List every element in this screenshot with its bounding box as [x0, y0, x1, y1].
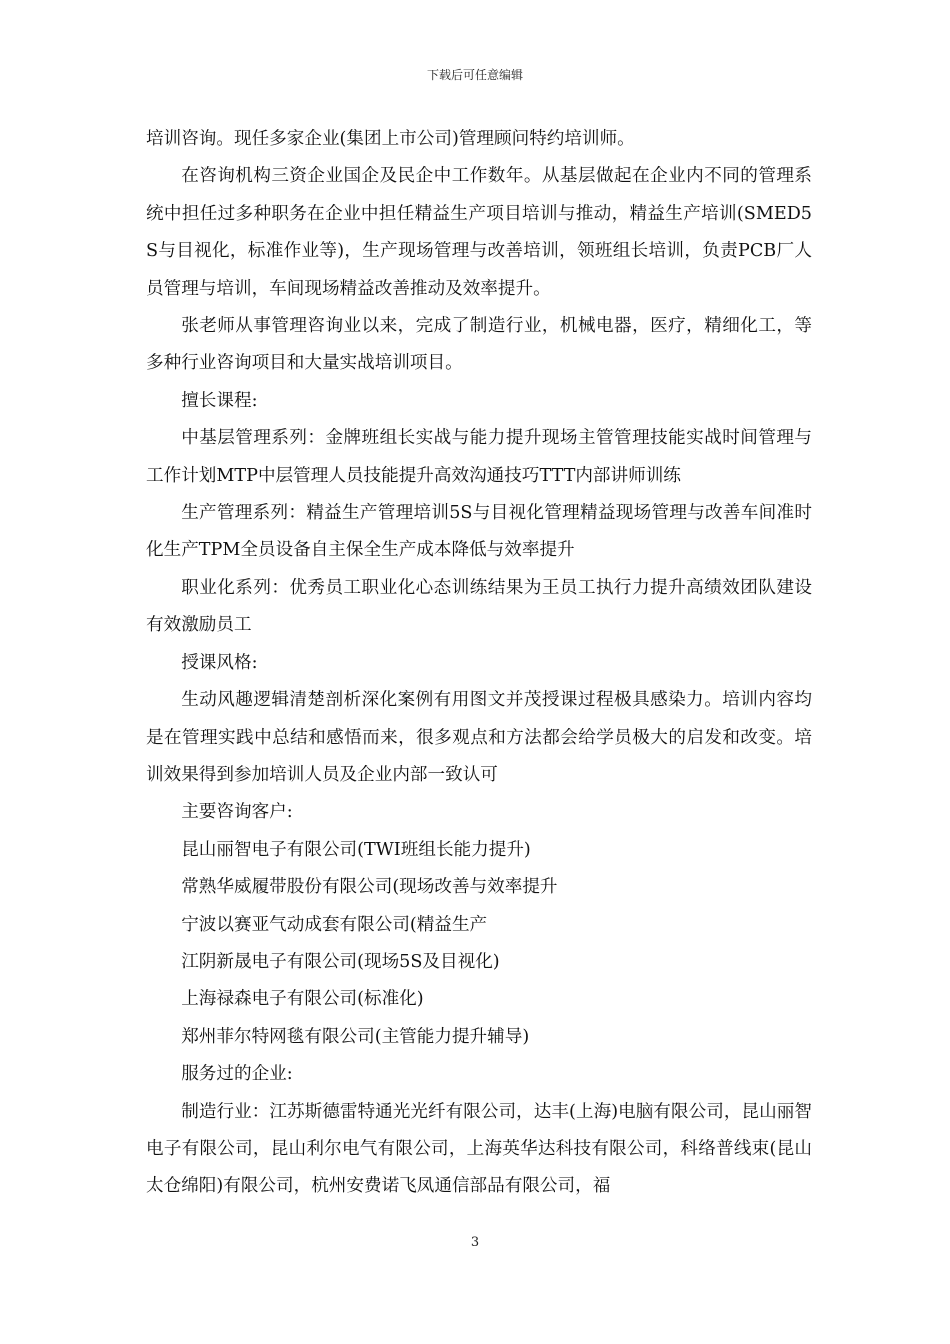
paragraph: 职业化系列：优秀员工职业化心态训练结果为王员工执行力提升高绩效团队建设有效激励员工	[146, 577, 812, 636]
paragraph: 中基层管理系列：金牌班组长实战与能力提升现场主管管理技能实战时间管理与工作计划MTP中层管理人员技能提升高效沟通技巧TTT内部讲师训练	[146, 428, 812, 486]
section-heading: 服务过的企业:	[181, 1064, 293, 1085]
list-item: 上海禄森电子有限公司(标准化)	[181, 989, 424, 1010]
paragraph: 制造行业：江苏斯德雷特通光光纤有限公司，达丰(上海)电脑有限公司，昆山丽智电子有限公司，昆山利尔电气有限公司，上海英华达科技有限公司，科络普线束(昆山太仓绵阳)有限公司，杭州安费诺飞凤通信部品有限公司，福	[146, 1101, 812, 1197]
list-item: 江阴新晟电子有限公司(现场5S及目视化)	[181, 951, 500, 972]
list-item: 昆山丽智电子有限公司(TWI班组长能力提升)	[181, 839, 531, 860]
section-heading: 擅长课程:	[181, 390, 258, 411]
paragraph: 张老师从事管理咨询业以来，完成了制造行业，机械电器，医疗，精细化工，等多种行业咨询项目和大量实战培训项目。	[146, 316, 812, 374]
paragraph: 在咨询机构三资企业国企及民企中工作数年。从基层做起在企业内不同的管理系统中担任过多种职务在企业中担任精益生产项目培训与推动，精益生产培训(SMED5S与目视化，标准作业等)，生产现场管理与改善培训，领班组长培训，负责PCB厂人员管理与培训，车间现场精益改善推动及效率提升。	[146, 166, 812, 299]
page-header: 下载后可任意编辑	[426, 68, 523, 82]
section-heading: 授课风格:	[181, 652, 258, 673]
paragraph: 培训咨询。现任多家企业(集团上市公司)管理顾问特约培训师。	[146, 129, 635, 149]
section-heading: 主要咨询客户:	[181, 802, 293, 823]
document-body	[146, 121, 812, 1206]
list-item: 郑州菲尔特网毯有限公司(主管能力提升辅导)	[181, 1026, 530, 1047]
paragraph: 生产管理系列：精益生产管理培训5S与目视化管理精益现场管理与改善车间准时化生产TPM全员设备自主保全生产成本降低与效率提升	[146, 503, 813, 561]
page-number: 3	[470, 1235, 480, 1250]
paragraph: 生动风趣逻辑清楚剖析深化案例有用图文并茂授课过程极具感染力。培训内容均是在管理实践中总结和感悟而来，很多观点和方法都会给学员极大的启发和改变。培训效果得到参加培训人员及企业内部一致认可	[146, 690, 812, 785]
list-item: 宁波以赛亚气动成套有限公司(精益生产	[181, 914, 488, 935]
list-item: 常熟华威履带股份有限公司(现场改善与效率提升	[181, 877, 558, 898]
